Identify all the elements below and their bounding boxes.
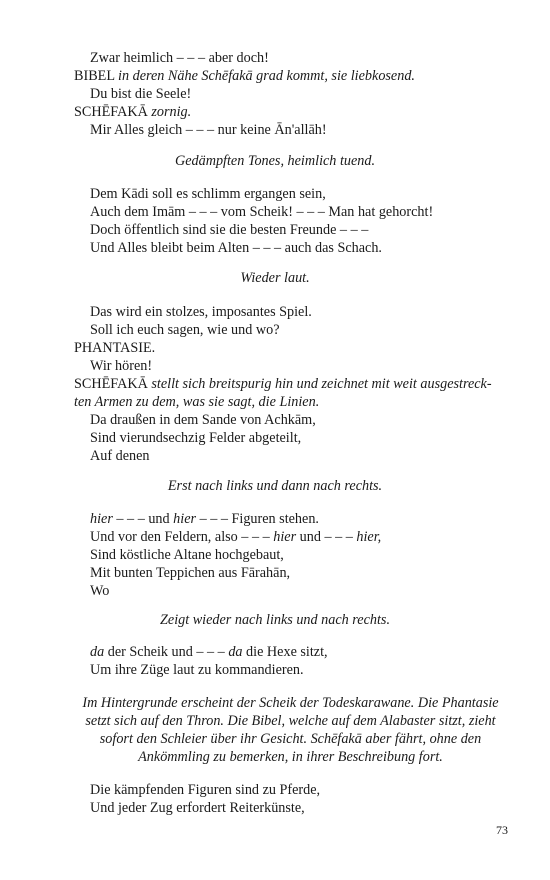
verse-line: Mit bunten Teppichen aus Fārahān,: [90, 565, 291, 581]
verse-line: Wir hören!: [90, 358, 153, 374]
verse-line: Und jeder Zug erfordert Reiterkünste,: [90, 800, 305, 816]
verse-line: Wo: [90, 583, 110, 599]
verse-line: Doch öffentlich sind sie die besten Freunde – – –: [90, 222, 369, 238]
verse-line: Auch dem Imām – – – vom Scheik! – – – Man hat gehorcht!: [90, 204, 434, 220]
text-run: – – – und: [112, 511, 174, 527]
verse-line: Soll ich euch sagen, wie und wo?: [90, 322, 280, 338]
verse-line: [90, 528, 381, 546]
stage-direction-inline: zornig.: [151, 104, 192, 120]
speaker-name: PHANTASIE.: [74, 340, 156, 356]
verse-line: Sind vierundsechzig Felder abgeteilt,: [90, 430, 302, 446]
emphasis: da: [90, 644, 105, 660]
verse-line: Zwar heimlich – – – aber doch!: [90, 50, 269, 66]
stage-direction: Erst nach links und dann nach rechts.: [167, 478, 383, 494]
speaker-name: BIBEL: [74, 68, 115, 84]
stage-direction-block-line: setzt sich auf den Thron. Die Bibel, welche auf dem Alabaster sitzt, zieht: [85, 713, 496, 729]
stage-direction-block-line: Im Hintergrunde erscheint der Scheik der Todeskarawane. Die Phantasie: [82, 695, 499, 711]
stage-direction: Gedämpften Tones, heimlich tuend.: [174, 153, 376, 169]
text-run: – – – Figuren stehen.: [196, 511, 319, 527]
verse-line: Und Alles bleibt beim Alten – – – auch das Schach.: [90, 240, 382, 256]
verse-line: Mir Alles gleich – – – nur keine Ān'allāh!: [90, 122, 327, 138]
speaker-line: [74, 375, 492, 393]
verse-line: [90, 643, 328, 661]
verse-line: Da draußen in dem Sande von Achkām,: [90, 412, 316, 428]
emphasis: da: [228, 644, 243, 660]
verse-line: Auf denen: [90, 448, 150, 464]
stage-direction: Zeigt wieder nach links und nach rechts.: [160, 612, 390, 628]
stage-direction-inline: stellt sich breitspurig hin und zeichnet mit weit ausgestreck-: [151, 376, 492, 392]
page-number: 73: [496, 823, 508, 837]
emphasis: hier: [173, 511, 197, 527]
text-run: der Scheik und – – –: [104, 644, 229, 660]
speaker-line: [74, 103, 191, 121]
verse-line: Du bist die Seele!: [90, 86, 192, 102]
emphasis: hier: [90, 511, 113, 527]
text-run: und – – –: [296, 529, 357, 545]
stage-direction-block-line: Ankömmling zu bemerken, in ihrer Beschreibung fort.: [138, 749, 443, 765]
verse-line: Um ihre Züge laut zu kommandieren.: [90, 662, 304, 678]
emphasis: hier,: [356, 529, 382, 545]
verse-line: Sind köstliche Altane hochgebaut,: [90, 547, 284, 563]
speaker-name: SCHĒFAKĀ: [74, 376, 148, 392]
verse-line: Dem Kādi soll es schlimm ergangen sein,: [90, 186, 326, 202]
text-run: Und vor den Feldern, also – – –: [90, 529, 274, 545]
stage-direction: Wieder laut.: [240, 270, 310, 286]
stage-direction-inline: ten Armen zu dem, was sie sagt, die Linien.: [74, 394, 320, 410]
verse-line: Das wird ein stolzes, imposantes Spiel.: [90, 304, 312, 320]
text-run: die Hexe sitzt,: [242, 644, 328, 660]
stage-direction-inline: in deren Nähe Schēfakā grad kommt, sie liebkosend.: [118, 68, 415, 84]
emphasis: hier: [273, 529, 297, 545]
verse-line: [90, 510, 319, 528]
stage-direction-block-line: sofort den Schleier über ihr Gesicht. Schēfakā aber fährt, ohne den: [99, 731, 482, 747]
verse-line: Die kämpfenden Figuren sind zu Pferde,: [90, 782, 321, 798]
speaker-name: SCHĒFAKĀ: [74, 104, 148, 120]
speaker-line: [74, 67, 415, 85]
